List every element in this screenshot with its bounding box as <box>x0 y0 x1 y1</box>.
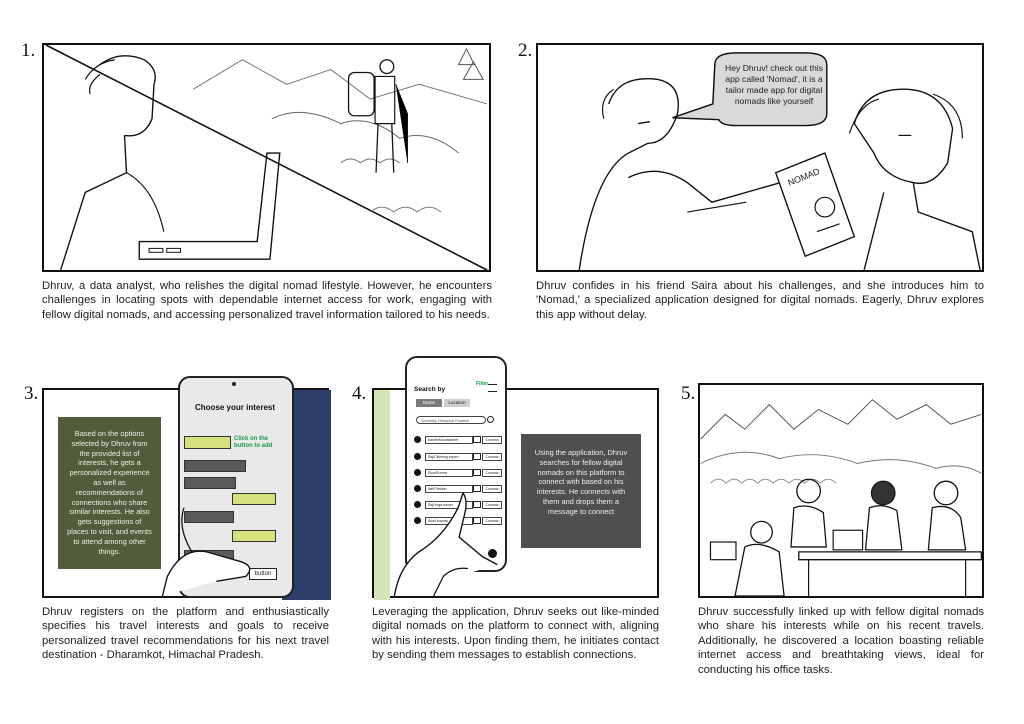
panel-3-caption: Dhruv registers on the platform and enthusiastically specifies his travel interests and goals to receive personalized travel recommendations for his next travel destination - Dharamkot, Himachal Pradesh. <box>42 606 329 662</box>
panel-2-number: 2. <box>518 40 533 61</box>
filter-label[interactable]: Filter <box>476 381 489 387</box>
panel-2-caption: Dhruv confides in his friend Saira about his challenges, and she introduces him to 'Nomad,' a specialized application designed for digital nomads. Eagerly, Dhruv explores this app without delay. <box>536 280 984 321</box>
panel-3-number: 3. <box>24 383 39 404</box>
panel-5-number: 5. <box>681 383 696 404</box>
interest-title: Choose your interest <box>195 403 276 412</box>
user-name: Riya/Runner <box>425 469 473 477</box>
hand-illustration-3 <box>44 390 327 596</box>
panel-5-illustration <box>700 385 982 596</box>
phone-camera <box>232 382 236 386</box>
user-name: Raj/Climbing expert <box>425 453 473 461</box>
connect-button[interactable]: Connect <box>482 436 502 444</box>
panel-2-frame <box>536 43 984 272</box>
search-by-label: Search by <box>414 386 446 393</box>
panel-4-frame <box>372 381 659 598</box>
user-name: Aria/Leopard <box>425 517 473 525</box>
search-field[interactable]: Specialty, Himachal Pradesh <box>416 416 486 424</box>
panel-1-frame <box>42 43 491 272</box>
panel-5-caption: Dhruv successfully linked up with fellow digital nomads who share his interests while on his recent travels. Additionally, he discovered a location boasting reliable internet access and breathtaking views, ideal for conducting his office tasks. <box>698 606 984 676</box>
user-name: Kainth/Mountaineer <box>425 436 473 444</box>
tab-location[interactable]: Location <box>444 399 470 407</box>
connect-button[interactable]: Connect <box>482 469 502 477</box>
panel-1-caption: Dhruv, a data analyst, who relishes the digital nomad lifestyle. However, he encounters challenges in locating spots with dependable internet access for work, engaging with fellow digital nomads, and accessing personalized travel information tailored to his needs. <box>42 280 492 321</box>
connect-button[interactable]: Connect <box>482 485 502 493</box>
book-title: NOMAD <box>786 166 822 188</box>
submit-button[interactable]: button <box>249 568 277 580</box>
connect-button[interactable]: Connect <box>482 501 502 509</box>
panel-3-frame <box>42 388 329 598</box>
panel-4-caption: Leveraging the application, Dhruv seeks out like-minded digital nomads on the platform to connect with, aligning with his interests. Upon finding them, he initiates contact by sending them messages to establish connections. <box>372 606 659 662</box>
tab-name[interactable]: Name <box>416 399 442 407</box>
hand-illustration-4 <box>374 390 657 596</box>
panel-1-illustration <box>44 45 489 270</box>
user-name: Raj/Yoga trainer <box>425 501 473 509</box>
connect-button[interactable]: Connect <box>482 517 502 525</box>
panel-5-frame <box>698 383 984 598</box>
panel-4-number: 4. <box>352 383 367 404</box>
panel-1-number: 1. <box>21 40 36 61</box>
connect-note: Using the application, Dhruv searches for fellow digital nomads on this platform to connect with based on his interests. He connects with them and drops them a message to connect <box>521 434 641 548</box>
add-hint: Click on the button to add <box>234 436 273 449</box>
connect-button[interactable]: Connect <box>482 453 502 461</box>
interest-note: Based on the options selected by Dhruv from the provided list of interests, he gets a personalized experience as well as recommendations of connections who share similar interests. He also gets suggestions of places to visit, and events to attend among other things. <box>58 417 161 569</box>
user-name: Neil/Trekker <box>425 485 473 493</box>
speech-bubble-text: Hey Dhruv! check out this app called 'Nomad', it is a tailor made app for digital nomads like yourself <box>725 63 823 106</box>
